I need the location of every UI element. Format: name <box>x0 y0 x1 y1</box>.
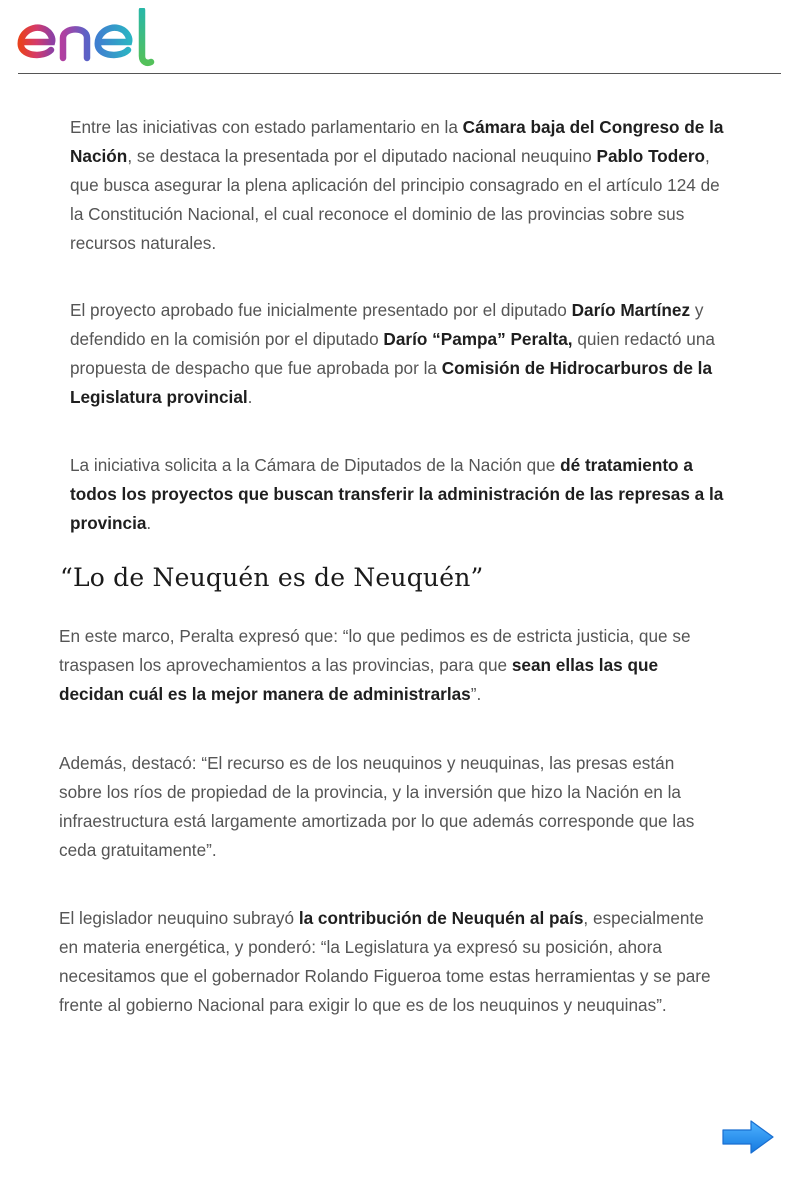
text-run: , se destaca la presentada por el diputado nacional neuquino <box>127 146 597 166</box>
text-run: . <box>146 513 152 533</box>
text-run: Entre las iniciativas con estado parlamentario en la <box>70 117 463 137</box>
article-paragraph <box>59 622 719 709</box>
text-run: La iniciativa solicita a la Cámara de Diputados de la Nación que <box>70 455 561 475</box>
right-arrow-icon[interactable] <box>721 1118 775 1156</box>
text-run: , que busca asegurar la plena aplicación del principio consagrado en el artículo 124 de la Constitución Nacional, el cual reconoce el dominio de las provincias sobre sus recursos naturales. <box>70 146 720 253</box>
header-divider <box>18 73 781 74</box>
article-paragraph <box>70 296 730 412</box>
bold-text-run: dé tratamiento a todos los proyectos que buscan transferir la administración de las represas a la provincia <box>70 455 724 533</box>
article-paragraph <box>59 904 719 1020</box>
text-run: ”. <box>470 684 482 704</box>
article-paragraph <box>70 113 730 258</box>
text-run: . <box>247 387 253 407</box>
bold-text-run: Cámara baja del Congreso de la Nación <box>70 117 724 166</box>
bold-text-run: Pablo Todero <box>596 146 706 166</box>
text-run: El legislador neuquino subrayó <box>59 908 299 928</box>
text-run: y defendido en la comisión por el diputado <box>70 300 704 349</box>
bold-text-run: Darío Martínez <box>571 300 691 320</box>
text-run: , especialmente en materia energética, y ponderó: “la Legislatura ya expresó su posición, ahora necesitamos que el gobernador Rolando Figueroa tome estas herramientas y se pare frente al gobierno Nacional para exigir lo que es de los neuquinos y neuquinas”. <box>59 908 711 1015</box>
enel-logo-icon[interactable] <box>17 8 179 70</box>
article-paragraph <box>70 451 730 538</box>
text-run: quien redactó una propuesta de despacho que fue aprobada por la <box>70 329 715 378</box>
text-run: En este marco, Peralta expresó que: “lo que pedimos es de estricta justicia, que se traspasen los aprovechamientos a las provincias, para que <box>59 626 691 675</box>
bold-text-run: Comisión de Hidrocarburos de la Legislatura provincial <box>70 358 713 407</box>
bold-text-run: sean ellas las que decidan cuál es la mejor manera de administrarlas <box>59 655 659 704</box>
article-paragraph <box>59 749 719 865</box>
section-subheading: “Lo de Neuquén es de Neuquén” <box>60 563 484 592</box>
page-header <box>0 0 800 76</box>
text-run: El proyecto aprobado fue inicialmente presentado por el diputado <box>70 300 572 320</box>
text-run: Además, destacó: “El recurso es de los neuquinos y neuquinas, las presas están sobre los ríos de propiedad de la provincia, y la inversión que hizo la Nación en la infraestructura está largamente amortizada por lo que además corresponde que las ceda gratuitamente”. <box>59 753 695 860</box>
bold-text-run: Darío “Pampa” Peralta, <box>383 329 573 349</box>
bold-text-run: la contribución de Neuquén al país <box>298 908 584 928</box>
